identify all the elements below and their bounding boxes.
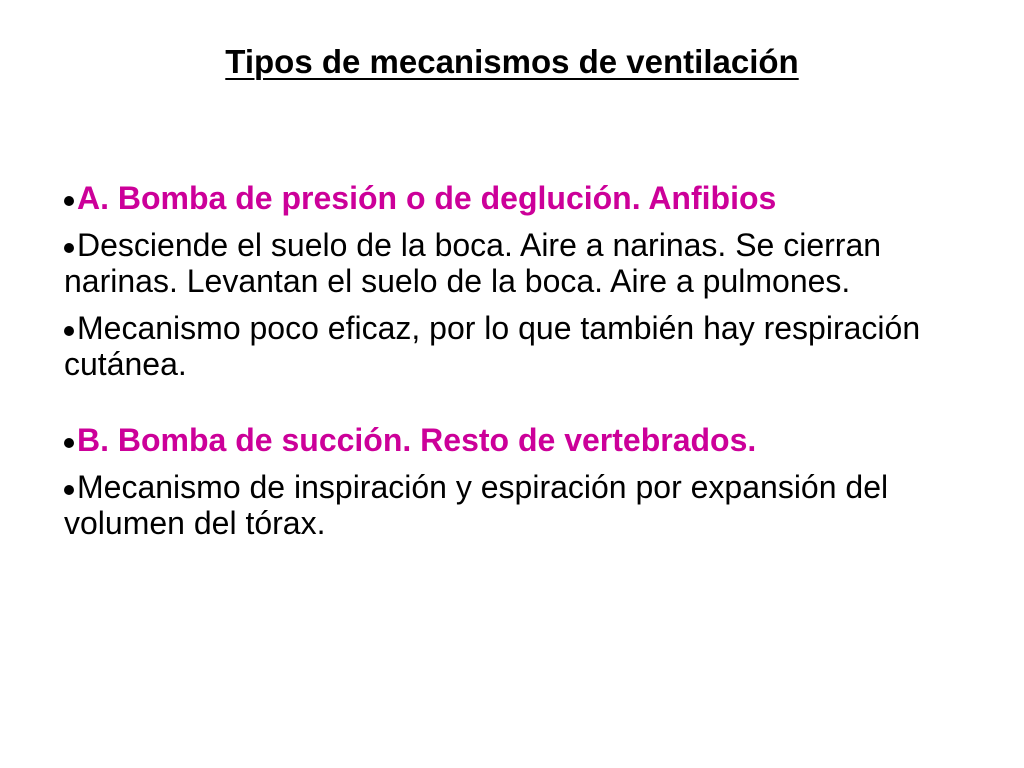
bullet-dot-icon xyxy=(64,485,74,495)
bullet-dot-icon xyxy=(64,438,74,448)
bullet-dot-icon xyxy=(64,326,74,336)
bullet-text: A. Bomba de presión o de deglución. Anfibios xyxy=(77,180,777,216)
bullet-item-a xyxy=(64,180,964,216)
bullet-text: Desciende el suelo de la boca. Aire a narinas. Se cierran narinas. Levantan el suelo de la boca. Aire a pulmones. xyxy=(64,227,882,299)
bullet-item-a-description xyxy=(64,227,964,299)
bullet-text: Mecanismo de inspiración y espiración por expansión del volumen del tórax. xyxy=(64,469,889,541)
bullet-dot-icon xyxy=(64,196,74,206)
bullet-dot-icon xyxy=(64,243,74,253)
slide-title: Tipos de mecanismos de ventilación xyxy=(225,43,799,80)
bullet-item-b xyxy=(64,422,964,458)
bullet-item-a-note xyxy=(64,310,964,382)
bullet-text: Mecanismo poco eficaz, por lo que también hay respiración cutánea. xyxy=(64,310,921,382)
bullet-text: B. Bomba de succión. Resto de vertebrados. xyxy=(77,422,757,458)
bullet-list xyxy=(64,180,964,552)
bullet-item-b-description xyxy=(64,469,964,541)
